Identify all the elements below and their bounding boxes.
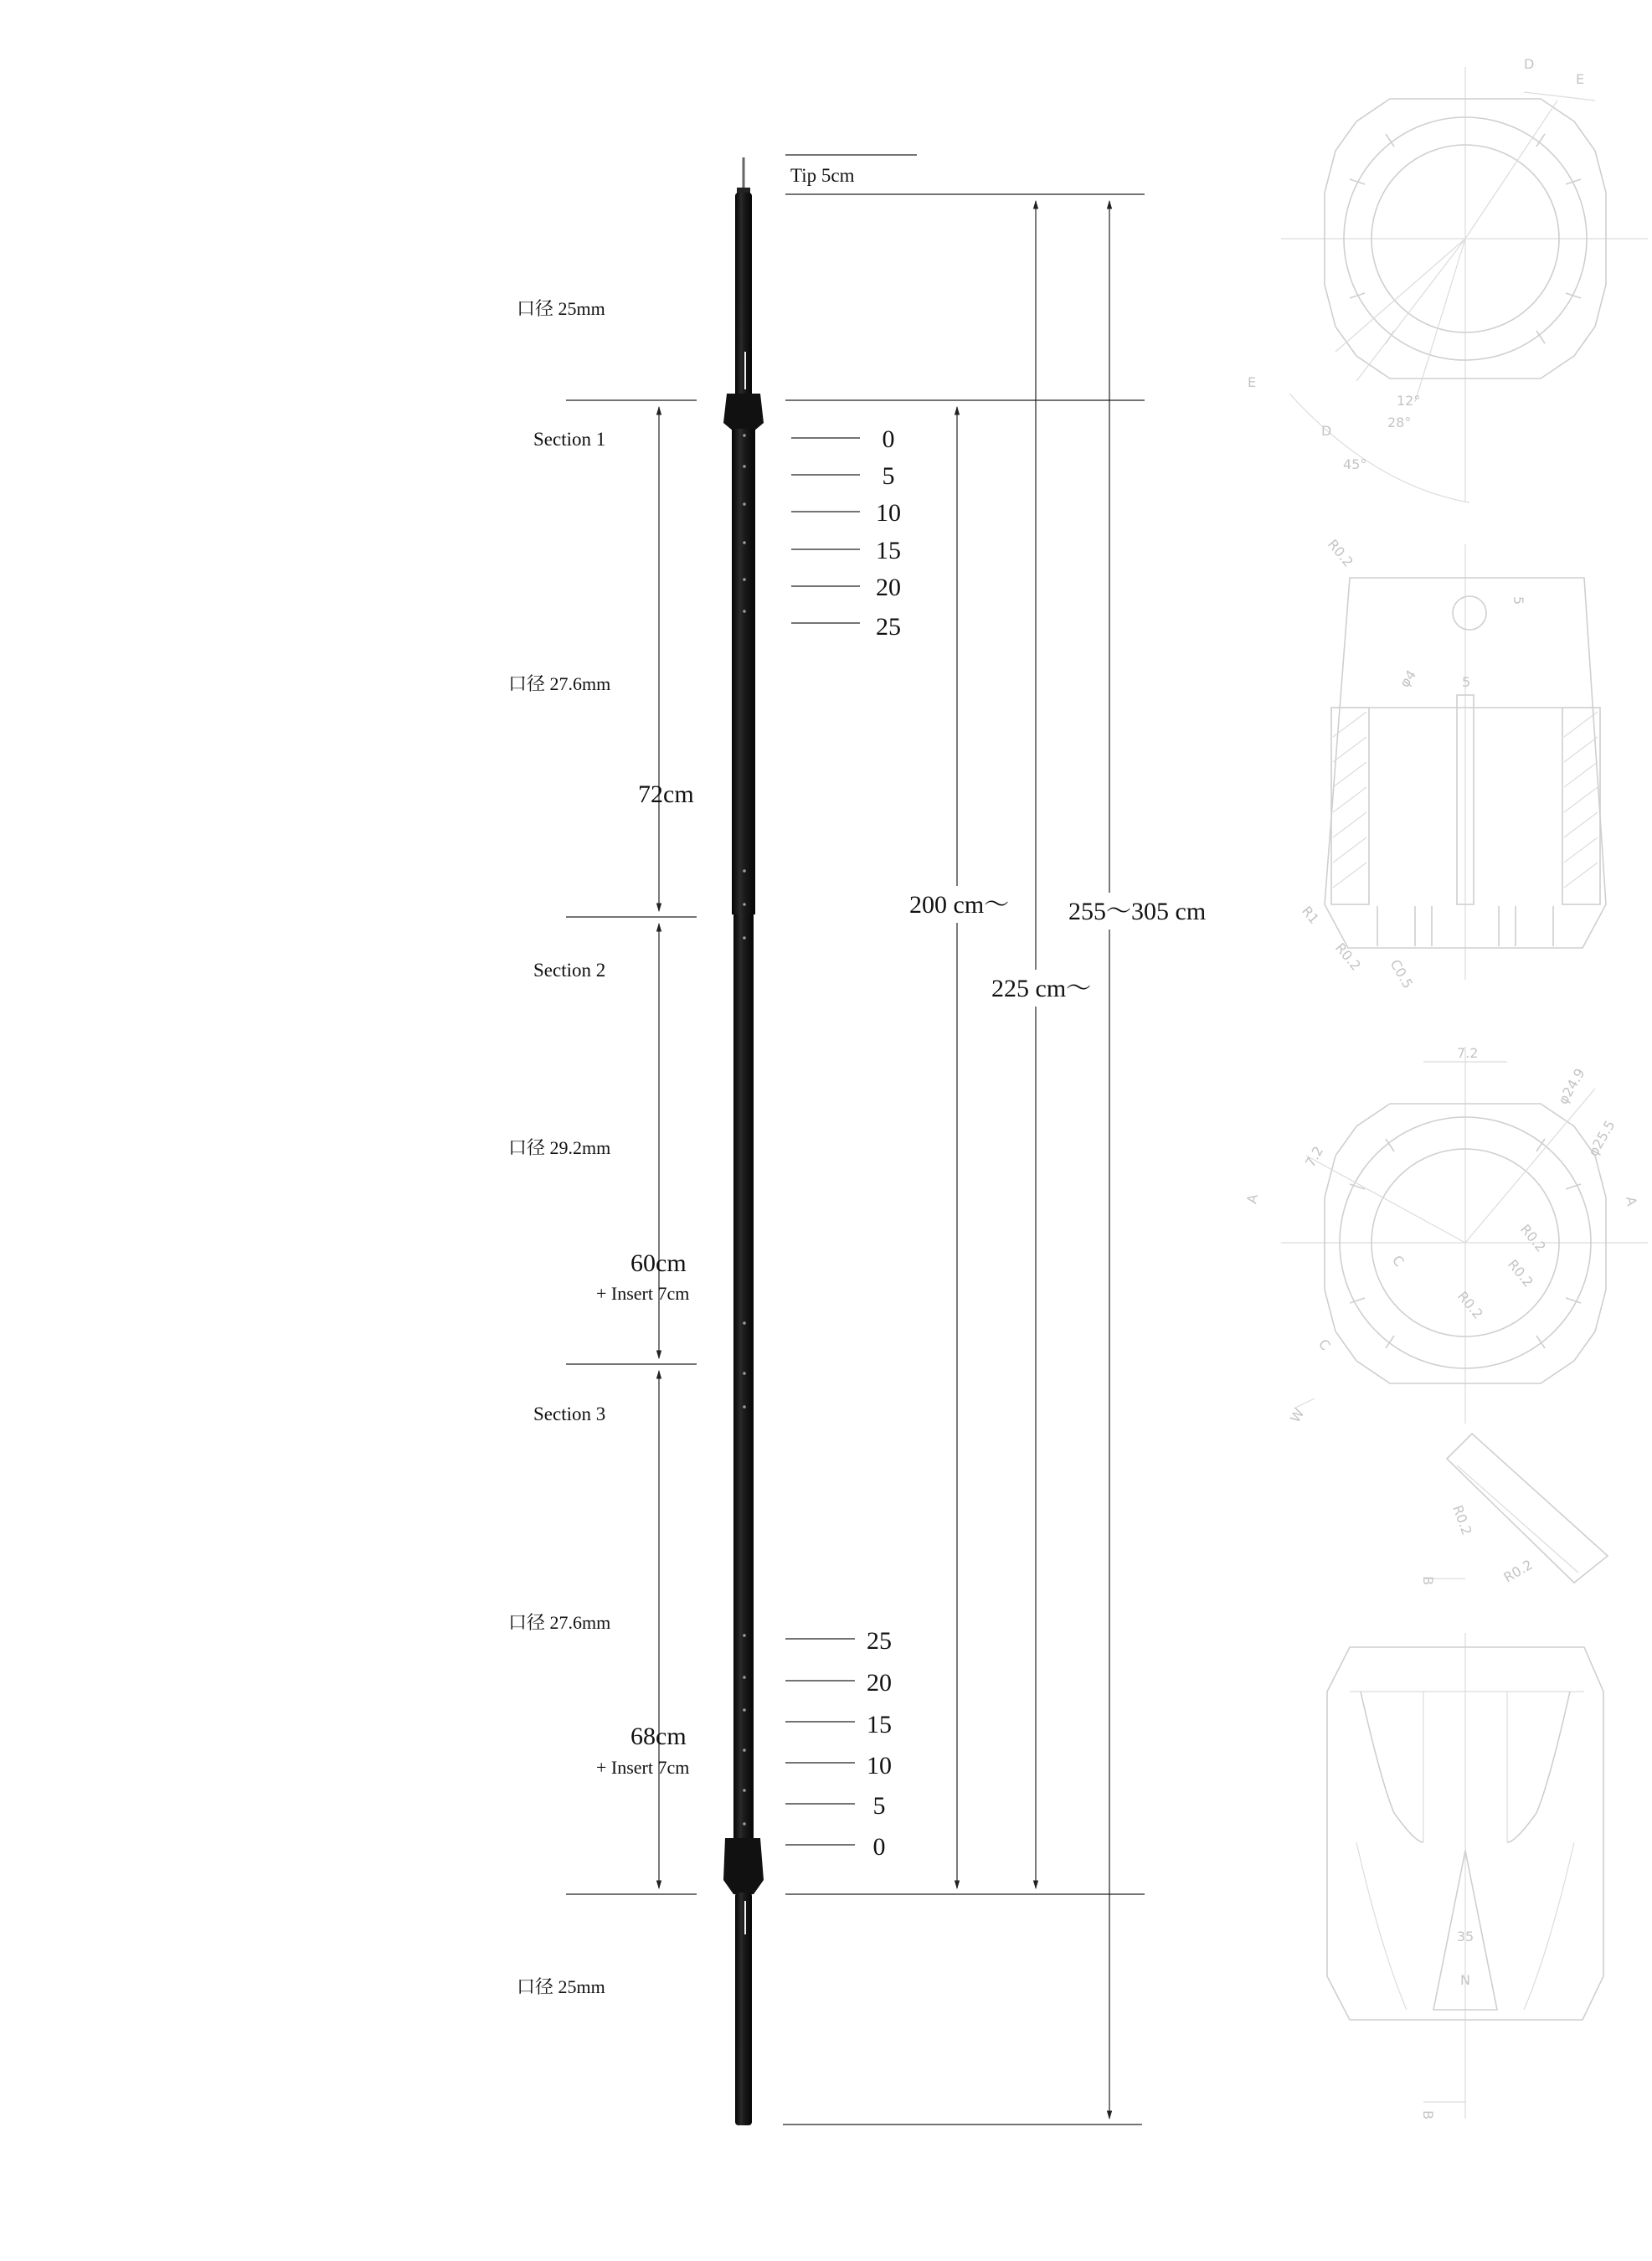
drawing-label: 5 — [1462, 674, 1471, 690]
pole-section-2 — [733, 914, 754, 1362]
drawing-label: R0.2 — [1504, 1256, 1536, 1290]
pole-section-1 — [732, 429, 755, 914]
logo-number: 35 — [1456, 1929, 1474, 1944]
dim-200-label: 200 cm〜 — [909, 891, 1010, 919]
drawing-detail-view — [1287, 1398, 1608, 1585]
section-2-insert: + Insert 7cm — [596, 1283, 690, 1304]
drawing-label: R0.2 — [1324, 536, 1356, 570]
bottom-scale-label: 0 — [872, 1833, 886, 1861]
section-3-insert: + Insert 7cm — [596, 1757, 690, 1778]
drawing-label: R0.2 — [1454, 1288, 1486, 1322]
top-scale-label: 25 — [876, 613, 901, 641]
technical-drawings — [1243, 56, 1648, 2119]
top-scale-label: 15 — [876, 537, 901, 564]
bottom-joint — [723, 1838, 764, 1894]
drawing-label: B — [1420, 2110, 1436, 2119]
bore-section-3-label: 口径 27.6mm — [508, 1612, 611, 1633]
drawing-label: 28° — [1387, 415, 1412, 430]
bottom-scale-label: 20 — [867, 1669, 892, 1697]
pole-top-tube — [735, 193, 752, 406]
drawing-label: 7.2 — [1302, 1143, 1327, 1170]
drawing-label: C0.5 — [1387, 956, 1417, 991]
top-joint — [723, 394, 764, 431]
dim-225-label: 225 cm〜 — [991, 975, 1092, 1002]
bore-section-1-label: 口径 27.6mm — [508, 673, 611, 694]
top-scale-label: 20 — [876, 574, 901, 601]
drawing-label: R0.2 — [1449, 1502, 1475, 1537]
drawing-label: R0.2 — [1500, 1556, 1536, 1586]
drawing-label: B — [1420, 1576, 1436, 1585]
bottom-scale-label: 15 — [867, 1711, 892, 1738]
right-annotations — [783, 155, 1217, 2125]
top-scale-label: 10 — [876, 499, 901, 527]
bottom-scale-label: 5 — [872, 1792, 886, 1820]
drawing-label: R0.2 — [1516, 1221, 1549, 1255]
section-3-length: 68cm — [630, 1723, 687, 1750]
bottom-scale-label: 25 — [867, 1627, 892, 1655]
drawing-label: E — [1248, 374, 1257, 390]
drawing-label: D — [1321, 423, 1332, 439]
drawing-label: A — [1243, 1192, 1261, 1205]
drawing-label: φ25.5 — [1585, 1117, 1619, 1159]
section-1-label: Section 1 — [533, 429, 606, 450]
pole-bottom-tube — [735, 1893, 752, 2125]
bottom-scale-label: 10 — [867, 1752, 892, 1779]
dim-total-label: 255〜305 cm — [1068, 898, 1207, 925]
pole — [723, 157, 764, 2125]
drawing-label: E — [1576, 71, 1585, 87]
drawing-label: 7.2 — [1457, 1045, 1479, 1061]
section-3-label: Section 3 — [533, 1403, 606, 1424]
drawing-label: φ24.9 — [1555, 1065, 1588, 1107]
drawing-label: R0.2 — [1331, 940, 1364, 974]
logo-letter: N — [1460, 1972, 1470, 1988]
bore-bottom-label: 口径 25mm — [517, 1976, 605, 1997]
top-scale-label: 0 — [882, 425, 895, 453]
drawing-section-view — [1299, 536, 1606, 991]
drawing-label: 12° — [1397, 393, 1421, 409]
drawing-label: R1 — [1298, 903, 1323, 927]
drawing-label: 45° — [1343, 456, 1367, 472]
pole-section-3 — [733, 1362, 754, 1840]
drawing-label: C — [1315, 1336, 1334, 1354]
top-scale-label: 5 — [882, 462, 895, 490]
bore-section-2-label: 口径 29.2mm — [508, 1137, 611, 1158]
drawing-label: φ4 — [1396, 667, 1420, 691]
drawing-label: 5 — [1510, 596, 1526, 605]
drawing-bottom-view — [1243, 1045, 1648, 1424]
section-1-length: 72cm — [638, 780, 694, 808]
drawing-label: A — [1623, 1195, 1640, 1208]
drawing-side-view — [1327, 1633, 1603, 2119]
drawing-label: W — [1287, 1405, 1308, 1425]
bore-top-label: 口径 25mm — [517, 298, 605, 319]
drawing-top-view — [1248, 56, 1648, 502]
tip-label: Tip 5cm — [790, 165, 855, 186]
bottom-scale — [785, 1627, 892, 1861]
top-scale — [791, 425, 901, 641]
section-2-label: Section 2 — [533, 960, 606, 981]
drawing-label: D — [1524, 56, 1535, 72]
section-2-length: 60cm — [630, 1249, 687, 1277]
drawing-label: C — [1388, 1252, 1408, 1270]
left-annotations — [508, 298, 697, 1997]
